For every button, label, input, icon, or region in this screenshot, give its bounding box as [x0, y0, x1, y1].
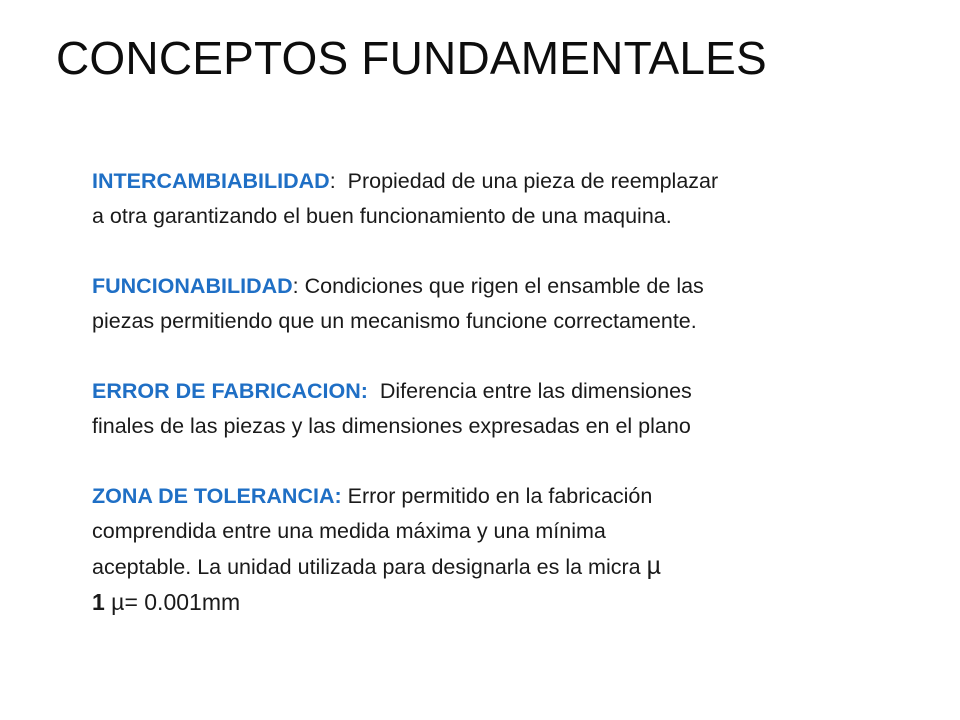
definition-text: Condiciones que rigen el ensamble de las: [304, 274, 704, 298]
definition-text: Diferencia entre las dimensiones: [379, 379, 692, 403]
definition-text: aceptable. La unidad utilizada para designarla es la micra: [92, 555, 647, 579]
unit-number: 1: [92, 589, 105, 615]
definition-separator: :: [329, 169, 348, 193]
definition-text: Propiedad de una pieza de reemplazar: [347, 169, 719, 193]
definition-text: a otra garantizando el buen funcionamiento de una maquina.: [92, 204, 672, 228]
micra-symbol: µ: [646, 552, 661, 580]
definition-line: [92, 269, 892, 304]
definition-separator: :: [292, 274, 305, 298]
slide-title: CONCEPTOS FUNDAMENTALES: [56, 32, 767, 84]
definition-term: ZONA DE TOLERANCIA:: [92, 484, 342, 508]
unit-equivalence: [92, 585, 892, 620]
definition-line: [92, 479, 892, 514]
unit-equivalence-text: µ= 0.001mm: [104, 589, 241, 615]
definition-text: finales de las piezas y las dimensiones expresadas en el plano: [92, 414, 691, 438]
definition-error-de-fabricacion: [92, 374, 892, 444]
definition-line: [92, 549, 892, 585]
definition-term: FUNCIONABILIDAD: [92, 274, 293, 298]
definition-text: comprendida entre una medida máxima y una mínima: [92, 519, 606, 543]
definition-text: piezas permitiendo que un mecanismo funcione correctamente.: [92, 309, 697, 333]
definition-line: [92, 374, 892, 409]
definition-zona-de-tolerancia: [92, 479, 892, 620]
definition-term: INTERCAMBIABILIDAD: [92, 169, 330, 193]
definition-line: [92, 164, 892, 199]
definition-funcionabilidad: [92, 269, 892, 339]
definition-separator: [368, 379, 380, 403]
definition-term: ERROR DE FABRICACION:: [92, 379, 368, 403]
definition-text: Error permitido en la fabricación: [347, 484, 653, 508]
definitions-list: [92, 164, 892, 620]
definition-intercambiabilidad: [92, 164, 892, 234]
